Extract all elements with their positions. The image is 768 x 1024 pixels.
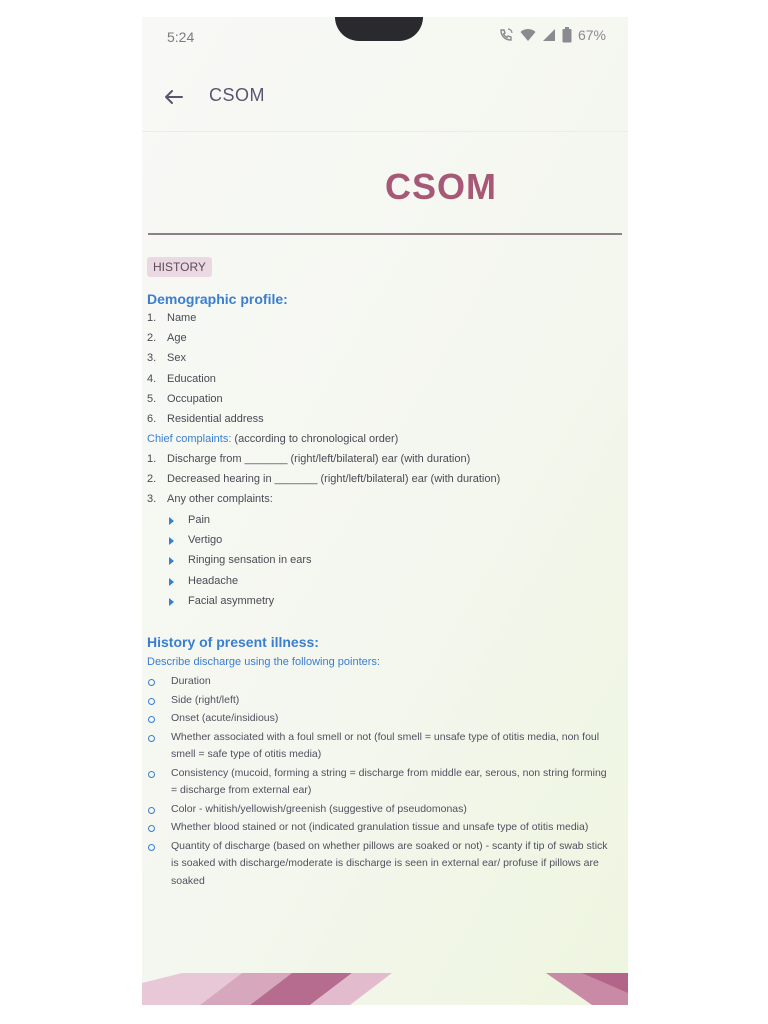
list-item: Ringing sensation in ears — [169, 554, 312, 574]
list-item: Pain — [169, 514, 312, 534]
list-item: Consistency (mucoid, forming a string = discharge from middle ear, serous, non string forming = discharge from external ear) — [147, 765, 612, 800]
list-item: Facial asymmetry — [169, 595, 312, 615]
wifi-icon — [520, 28, 536, 42]
list-item: 1. Discharge from _______ (right/left/bilateral) ear (with duration) — [147, 453, 471, 465]
history-badge: HISTORY — [147, 257, 212, 277]
phone-screen — [142, 17, 628, 1005]
list-item: Onset (acute/insidious) — [147, 710, 612, 728]
footer-decoration — [142, 973, 628, 1005]
list-item: 2. Decreased hearing in _______ (right/left/bilateral) ear (with duration) — [147, 473, 501, 486]
list-item: Quantity of discharge (based on whether pillows are soaked or not) - scanty if tip of swab stick is soaked with discharge/moderate is discharge is seen in external ear/ profuse if pillows are soaked — [147, 838, 612, 891]
list-item: Whether associated with a foul smell or not (foul smell = unsafe type of otitis media, non foul smell = safe type of otitis media) — [147, 729, 612, 764]
footer-stripes — [142, 973, 628, 1005]
list-item: 4. Education — [147, 372, 216, 385]
list-item: 5. Occupation — [147, 392, 223, 405]
present-illness-subheading: Describe discharge using the following pointers: — [147, 656, 380, 668]
list-item: 6. Residential address — [147, 412, 264, 425]
list-item: Side (right/left) — [147, 692, 612, 710]
status-icons — [498, 27, 606, 43]
triangle-bullet-icon — [169, 598, 174, 606]
circle-bullet-icon — [148, 844, 155, 851]
list-item: Vertigo — [169, 534, 312, 554]
back-button[interactable] — [160, 83, 188, 111]
battery-percent: 67% — [577, 27, 606, 43]
present-illness-heading: History of present illness: — [147, 634, 319, 650]
battery-icon — [562, 27, 572, 43]
triangle-bullet-icon — [169, 557, 174, 565]
wifi-call-icon — [498, 27, 514, 43]
list-item: Headache — [169, 575, 312, 595]
list-item: Duration — [147, 673, 612, 691]
document-title: CSOM — [385, 166, 497, 207]
list-item: 3. Sex — [147, 352, 186, 365]
list-item: 1. Name — [147, 312, 197, 324]
circle-bullet-icon — [148, 698, 155, 705]
circle-bullet-icon — [148, 735, 155, 742]
document-page[interactable] — [142, 132, 628, 1005]
circle-bullet-icon — [148, 716, 155, 723]
triangle-bullet-icon — [169, 578, 174, 586]
title-rule — [148, 233, 622, 235]
other-complaints-list — [169, 514, 312, 615]
status-bar — [142, 17, 628, 57]
app-bar-title: CSOM — [209, 85, 265, 105]
list-item: 3. Any other complaints: — [147, 493, 273, 506]
signal-icon — [542, 28, 556, 42]
demographic-heading: Demographic profile: — [147, 291, 288, 307]
arrow-left-icon — [160, 83, 188, 111]
triangle-bullet-icon — [169, 517, 174, 525]
demographic-list — [147, 312, 264, 433]
triangle-bullet-icon — [169, 537, 174, 545]
chief-complaints-label: Chief complaints: (according to chronological order) — [147, 433, 399, 445]
chief-complaints-list — [147, 453, 500, 514]
list-item: Whether blood stained or not (indicated granulation tissue and unsafe type of otitis media) — [147, 819, 612, 837]
list-item: 2. Age — [147, 332, 187, 345]
list-item: Color - whitish/yellowish/greenish (suggestive of pseudomonas) — [147, 801, 612, 819]
circle-bullet-icon — [148, 825, 155, 832]
app-bar — [142, 73, 628, 129]
status-time: 5:24 — [167, 29, 195, 45]
discharge-pointers-list — [147, 673, 612, 891]
circle-bullet-icon — [148, 807, 155, 814]
circle-bullet-icon — [148, 771, 155, 778]
circle-bullet-icon — [148, 679, 155, 686]
